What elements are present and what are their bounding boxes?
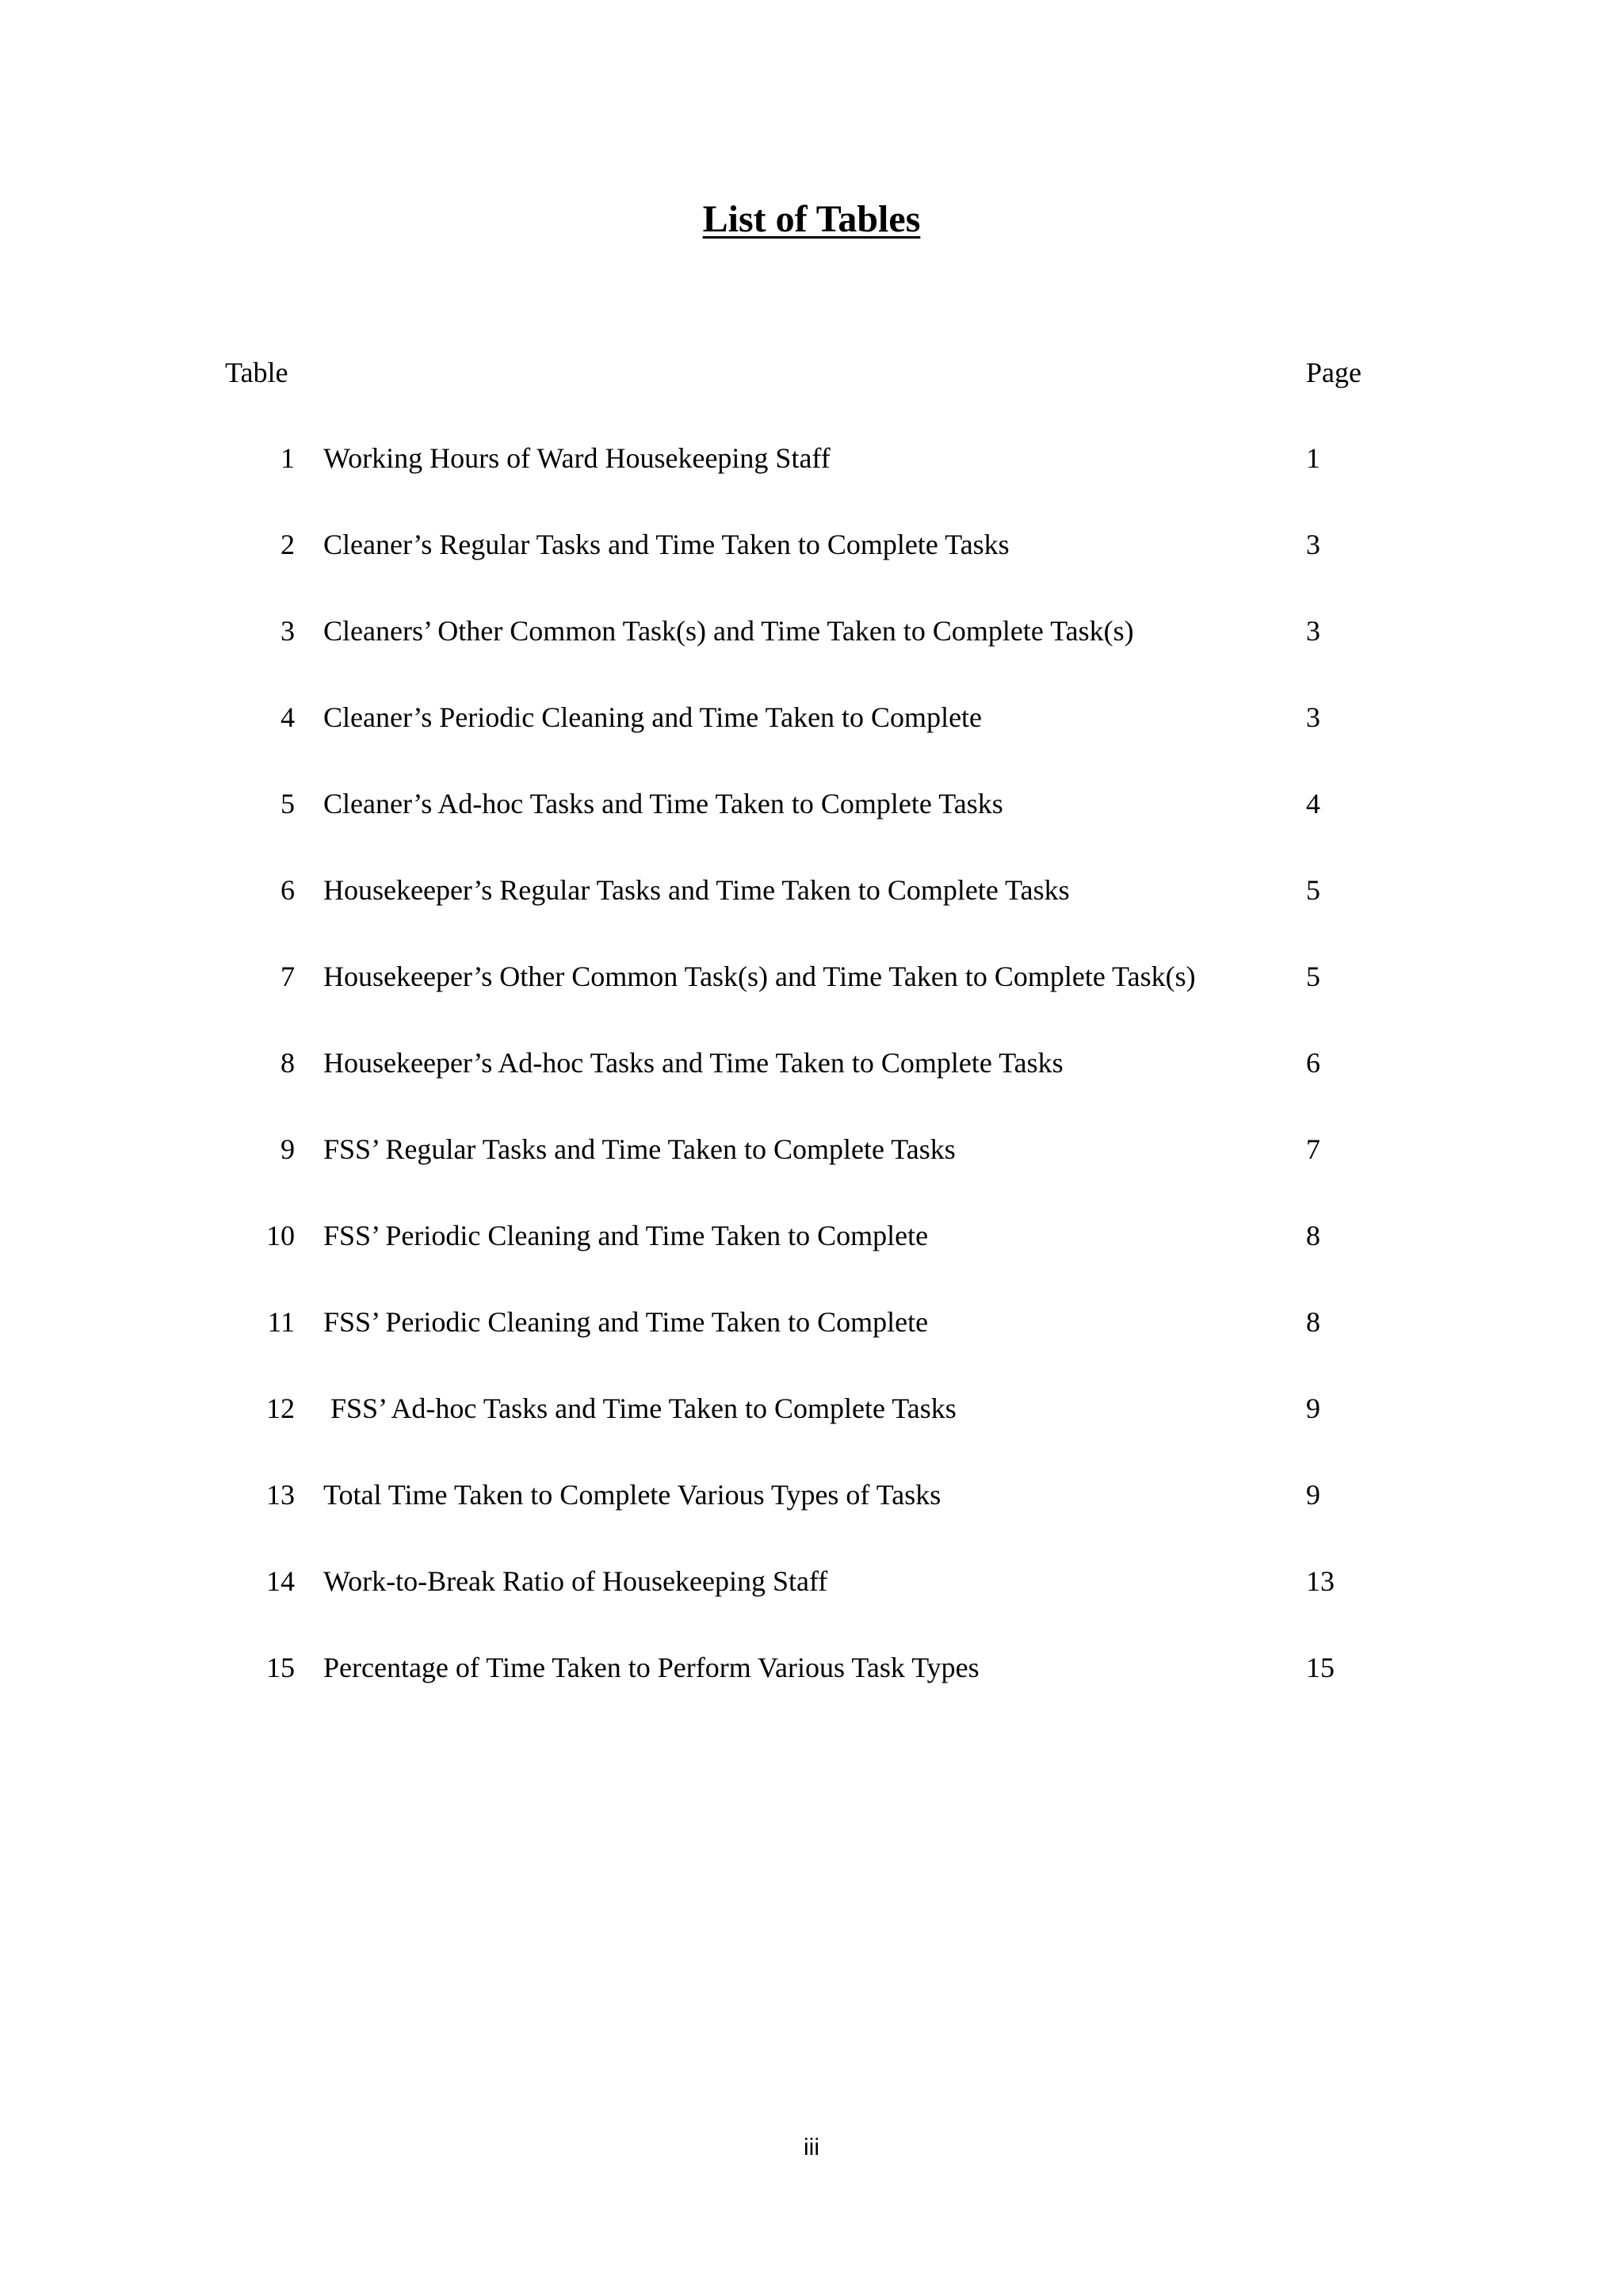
- table-page: 4: [1306, 788, 1320, 819]
- list-item[interactable]: [0, 693, 1623, 780]
- list-item[interactable]: [0, 1125, 1623, 1212]
- table-title: Percentage of Time Taken to Perform Various Task Types: [323, 1652, 980, 1683]
- list-item[interactable]: [0, 866, 1623, 953]
- table-number: 4: [281, 701, 295, 733]
- table-number: 11: [267, 1306, 295, 1338]
- table-page: 3: [1306, 529, 1320, 560]
- table-page: 8: [1306, 1306, 1320, 1338]
- list-item[interactable]: [0, 1644, 1623, 1730]
- table-number: 15: [266, 1652, 295, 1683]
- table-list: [0, 434, 1623, 1730]
- table-title: FSS’ Regular Tasks and Time Taken to Complete Tasks: [323, 1133, 956, 1165]
- list-item[interactable]: [0, 607, 1623, 693]
- table-title: FSS’ Periodic Cleaning and Time Taken to Complete: [323, 1220, 929, 1251]
- table-title: Cleaner’s Ad-hoc Tasks and Time Taken to Complete Tasks: [323, 788, 1003, 819]
- table-title: Housekeeper’s Regular Tasks and Time Taken to Complete Tasks: [323, 874, 1070, 906]
- table-number: 10: [266, 1220, 295, 1251]
- table-page: 7: [1306, 1133, 1320, 1165]
- table-title: FSS’ Periodic Cleaning and Time Taken to Complete: [323, 1306, 929, 1338]
- table-page: 9: [1306, 1479, 1320, 1511]
- table-title: Housekeeper’s Ad-hoc Tasks and Time Taken to Complete Tasks: [323, 1047, 1064, 1079]
- table-number: 8: [281, 1047, 295, 1079]
- page-number: iii: [804, 2134, 819, 2160]
- list-item[interactable]: [0, 780, 1623, 866]
- table-number: 9: [281, 1133, 295, 1165]
- table-page: 9: [1306, 1392, 1320, 1424]
- table-title: Work-to-Break Ratio of Housekeeping Staff: [323, 1565, 828, 1597]
- table-page: 1: [1306, 442, 1320, 474]
- page-column-header: Page: [1306, 357, 1361, 388]
- table-number: 2: [281, 529, 295, 560]
- table-page: 8: [1306, 1220, 1320, 1251]
- table-title: Total Time Taken to Complete Various Types of Tasks: [323, 1479, 941, 1511]
- list-item[interactable]: [0, 1557, 1623, 1644]
- page-title: List of Tables: [702, 198, 921, 240]
- table-page: 5: [1306, 961, 1320, 992]
- table-number: 14: [266, 1565, 295, 1597]
- table-number: 5: [281, 788, 295, 819]
- table-title: Housekeeper’s Other Common Task(s) and Time Taken to Complete Task(s): [323, 961, 1196, 992]
- table-page: 15: [1306, 1652, 1335, 1683]
- list-item[interactable]: [0, 1039, 1623, 1125]
- table-title: Cleaner’s Periodic Cleaning and Time Taken to Complete: [323, 701, 983, 733]
- table-page: 6: [1306, 1047, 1320, 1079]
- list-item[interactable]: [0, 953, 1623, 1039]
- list-item[interactable]: [0, 434, 1623, 521]
- table-number: 3: [281, 615, 295, 647]
- list-item[interactable]: [0, 521, 1623, 607]
- table-number: 1: [281, 442, 295, 474]
- table-page: 13: [1306, 1565, 1335, 1597]
- table-title: Cleaner’s Regular Tasks and Time Taken to Complete Tasks: [323, 529, 1010, 560]
- table-page: 3: [1306, 701, 1320, 733]
- table-number: 6: [281, 874, 295, 906]
- table-title: Working Hours of Ward Housekeeping Staff: [323, 442, 831, 474]
- table-number: 13: [266, 1479, 295, 1511]
- list-item[interactable]: [0, 1471, 1623, 1557]
- table-page: 3: [1306, 615, 1320, 647]
- list-item[interactable]: [0, 1212, 1623, 1298]
- table-page: 5: [1306, 874, 1320, 906]
- list-item[interactable]: [0, 1385, 1623, 1471]
- table-title: Cleaners’ Other Common Task(s) and Time Taken to Complete Task(s): [323, 615, 1134, 647]
- table-number: 12: [266, 1392, 295, 1424]
- list-item[interactable]: [0, 1298, 1623, 1385]
- table-title: FSS’ Ad-hoc Tasks and Time Taken to Complete Tasks: [323, 1392, 957, 1424]
- table-column-header: Table: [225, 357, 288, 388]
- table-number: 7: [281, 961, 295, 992]
